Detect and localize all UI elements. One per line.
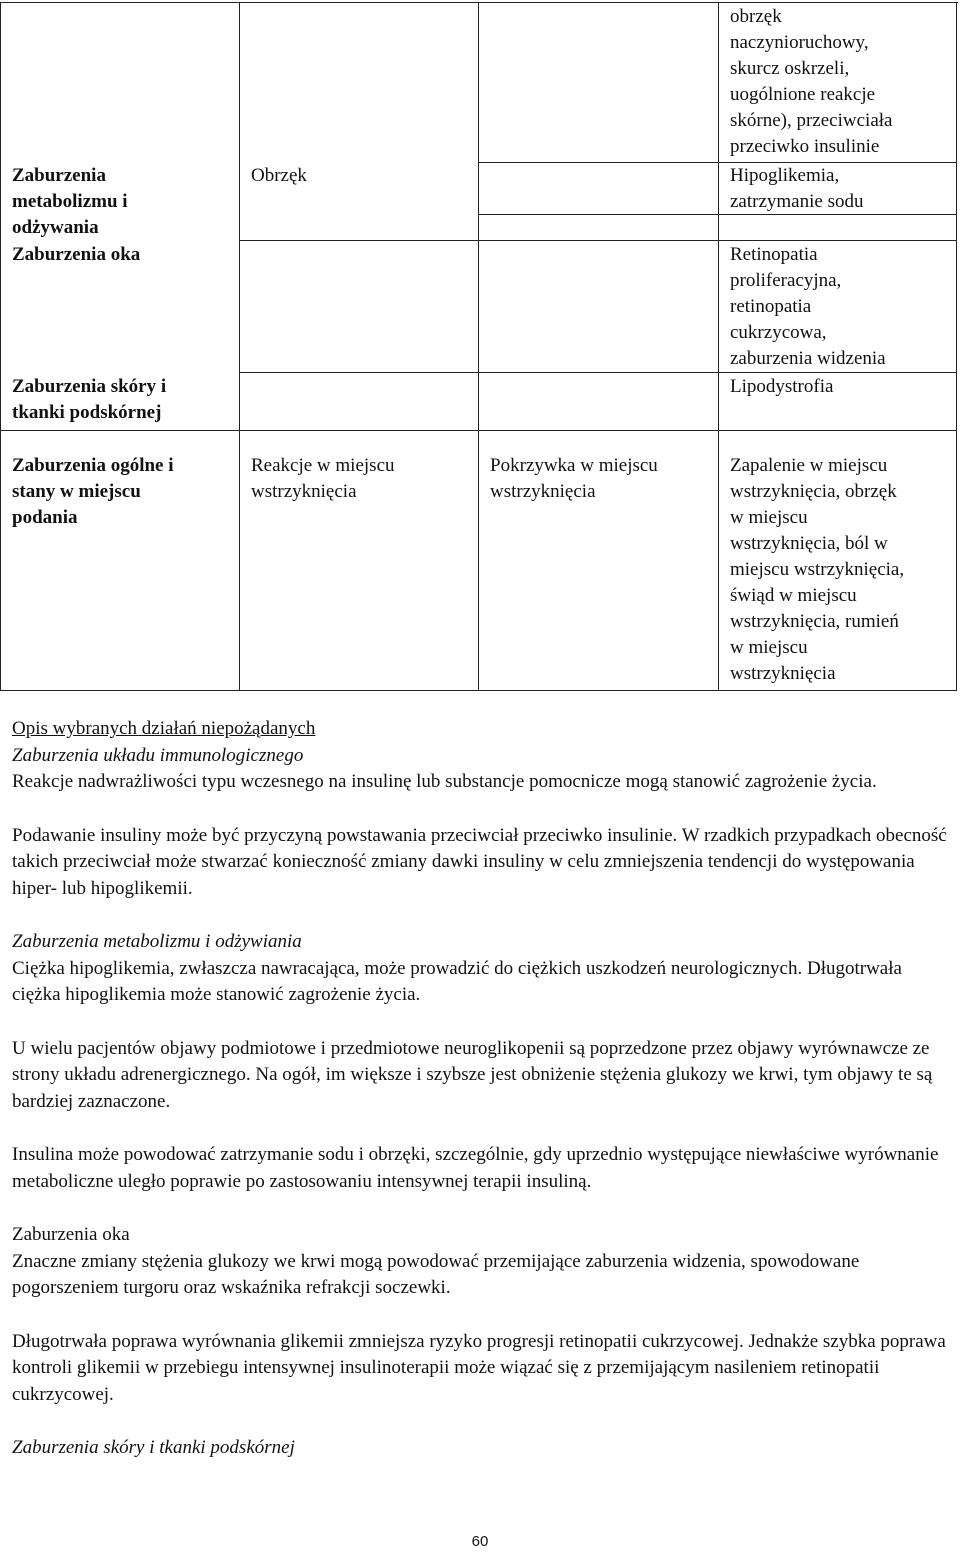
cell-line: Retinopatia bbox=[730, 244, 818, 265]
common-cell-injection bbox=[251, 453, 473, 505]
cell-line: Zaburzenia oka bbox=[12, 244, 141, 265]
cell-line: obrzęk bbox=[730, 6, 782, 27]
cell-line: Hipoglikemia, bbox=[730, 165, 840, 186]
rare-cell-eye bbox=[730, 242, 954, 372]
soc-cell-metabolism bbox=[12, 163, 234, 241]
cell-line: Pokrzywka w miejscu bbox=[490, 455, 658, 476]
cell-line: wstrzyknięcia bbox=[251, 481, 357, 502]
rare-cell-injection bbox=[730, 453, 954, 687]
subsection-title-skin: Zaburzenia skóry i tkanki podskórnej bbox=[12, 1437, 295, 1458]
cell-line: Zapalenie w miejscu bbox=[730, 455, 888, 476]
paragraph: U wielu pacjentów objawy podmiotowe i przedmiotowe neuroglikopenii są poprzedzone przez objawy wyrównawcze ze strony układu adrenergicznego. Na ogół, im większe i szybsze jest obniżenie stężenia glukozy we krwi, tym objawy te są bardziej zaznaczone. bbox=[12, 1037, 933, 1112]
cell-line: miejscu wstrzyknięcia, bbox=[730, 559, 905, 580]
cell-line: świąd w miejscu bbox=[730, 585, 857, 606]
table-border-bottom bbox=[0, 690, 957, 691]
cell-line: Zaburzenia skóry i bbox=[12, 376, 167, 397]
table-border-top bbox=[0, 2, 958, 3]
cell-line: tkanki podskórnej bbox=[12, 402, 162, 423]
cell-line: cukrzycowa, bbox=[730, 322, 827, 343]
cell-line: wstrzyknięcia, obrzęk bbox=[730, 481, 897, 502]
page-number: 60 bbox=[471, 1533, 489, 1550]
soc-cell-skin bbox=[12, 374, 234, 426]
subsection-title-immune: Zaburzenia układu immunologicznego bbox=[12, 744, 304, 766]
rare-cell-immune bbox=[730, 4, 954, 160]
cell-line: podania bbox=[12, 507, 78, 528]
table-row-divider-4 bbox=[240, 372, 956, 373]
section-heading: Opis wybranych działań niepożądanych bbox=[12, 718, 316, 739]
common-cell-oedema bbox=[251, 163, 473, 189]
cell-line: w miejscu bbox=[730, 507, 808, 528]
cell-line: Obrzęk bbox=[251, 165, 307, 186]
cell-line: zaburzenia widzenia bbox=[730, 348, 886, 369]
table-col-divider-3 bbox=[718, 2, 719, 691]
soc-cell-eye bbox=[12, 242, 234, 268]
cell-line: Lipodystrofia bbox=[730, 376, 834, 397]
soc-cell-general bbox=[12, 453, 234, 531]
cell-line: Reakcje w miejscu bbox=[251, 455, 395, 476]
uncommon-cell-injection bbox=[490, 453, 714, 505]
cell-line: retinopatia bbox=[730, 296, 812, 317]
subsection-title-metabolism: Zaburzenia metabolizmu i odżywiania bbox=[12, 931, 302, 952]
cell-line: wstrzyknięcia bbox=[490, 481, 596, 502]
table-row-divider-3 bbox=[240, 240, 956, 241]
cell-line: Zaburzenia ogólne i bbox=[12, 455, 174, 476]
cell-line: przeciwko insulinie bbox=[730, 136, 880, 157]
cell-line: stany w miejscu bbox=[12, 481, 141, 502]
cell-line: naczynioruchowy, bbox=[730, 32, 869, 53]
paragraph: Ciężka hipoglikemia, zwłaszcza nawracająca, może prowadzić do ciężkich uszkodzeń neurologicznych. Długotrwała ciężka hipoglikemia może stanowić zagrożenie życia. bbox=[12, 957, 902, 1005]
cell-line: metabolizmu i bbox=[12, 191, 128, 212]
cell-line: w miejscu bbox=[730, 637, 808, 658]
cell-line: Zaburzenia bbox=[12, 165, 106, 186]
cell-line: wstrzyknięcia, rumień bbox=[730, 611, 899, 632]
subsection-title-eye: Zaburzenia oka bbox=[12, 1224, 130, 1245]
cell-line: skurcz oskrzeli, bbox=[730, 58, 850, 79]
table-border-right bbox=[956, 2, 957, 691]
paragraph: Znaczne zmiany stężenia glukozy we krwi mogą powodować przemijające zaburzenia widzenia, spowodowane pogorszeniem turgoru oraz wskaźnika refrakcji soczewki. bbox=[12, 1250, 860, 1298]
cell-line: wstrzyknięcia bbox=[730, 663, 836, 684]
rare-cell-skin bbox=[730, 374, 954, 400]
cell-line: proliferacyjna, bbox=[730, 270, 842, 291]
paragraph: Długotrwała poprawa wyrównania glikemii zmniejsza ryzyko progresji retinopatii cukrzycowej. Jednakże szybka poprawa kontroli glikemii w przebiegu intensywnej insulinoterapii może wiązać się z przemijającym nasileniem retinopatii cukrzycowej. bbox=[12, 1330, 946, 1405]
rare-cell-metabolism bbox=[730, 163, 954, 215]
table-row-divider-5 bbox=[0, 430, 956, 431]
cell-line: odżywania bbox=[12, 217, 99, 238]
body-text bbox=[12, 716, 952, 1462]
table-col-divider-1 bbox=[239, 2, 240, 691]
cell-line: skórne), przeciwciała bbox=[730, 110, 893, 131]
cell-line: uogólnione reakcje bbox=[730, 84, 876, 105]
cell-line: wstrzyknięcia, ból w bbox=[730, 533, 888, 554]
table-col-divider-2 bbox=[478, 2, 479, 691]
cell-line: zatrzymanie sodu bbox=[730, 191, 864, 212]
paragraph: Insulina może powodować zatrzymanie sodu i obrzęki, szczególnie, gdy uprzednio występujące niewłaściwe wyrównanie metaboliczne uległo poprawie po zastosowaniu intensywnej terapii insuliną. bbox=[12, 1144, 939, 1192]
paragraph: Podawanie insuliny może być przyczyną powstawania przeciwciał przeciwko insulinie. W rzadkich przypadkach obecność takich przeciwciał może stwarzać konieczność zmiany dawki insuliny w celu zmniejszenia tendencji do występowania hiper- lub hipoglikemii. bbox=[12, 824, 947, 899]
table-border-left bbox=[0, 2, 1, 691]
paragraph: Reakcje nadwrażliwości typu wczesnego na insulinę lub substancje pomocnicze mogą stanowić zagrożenie życia. bbox=[12, 771, 877, 792]
